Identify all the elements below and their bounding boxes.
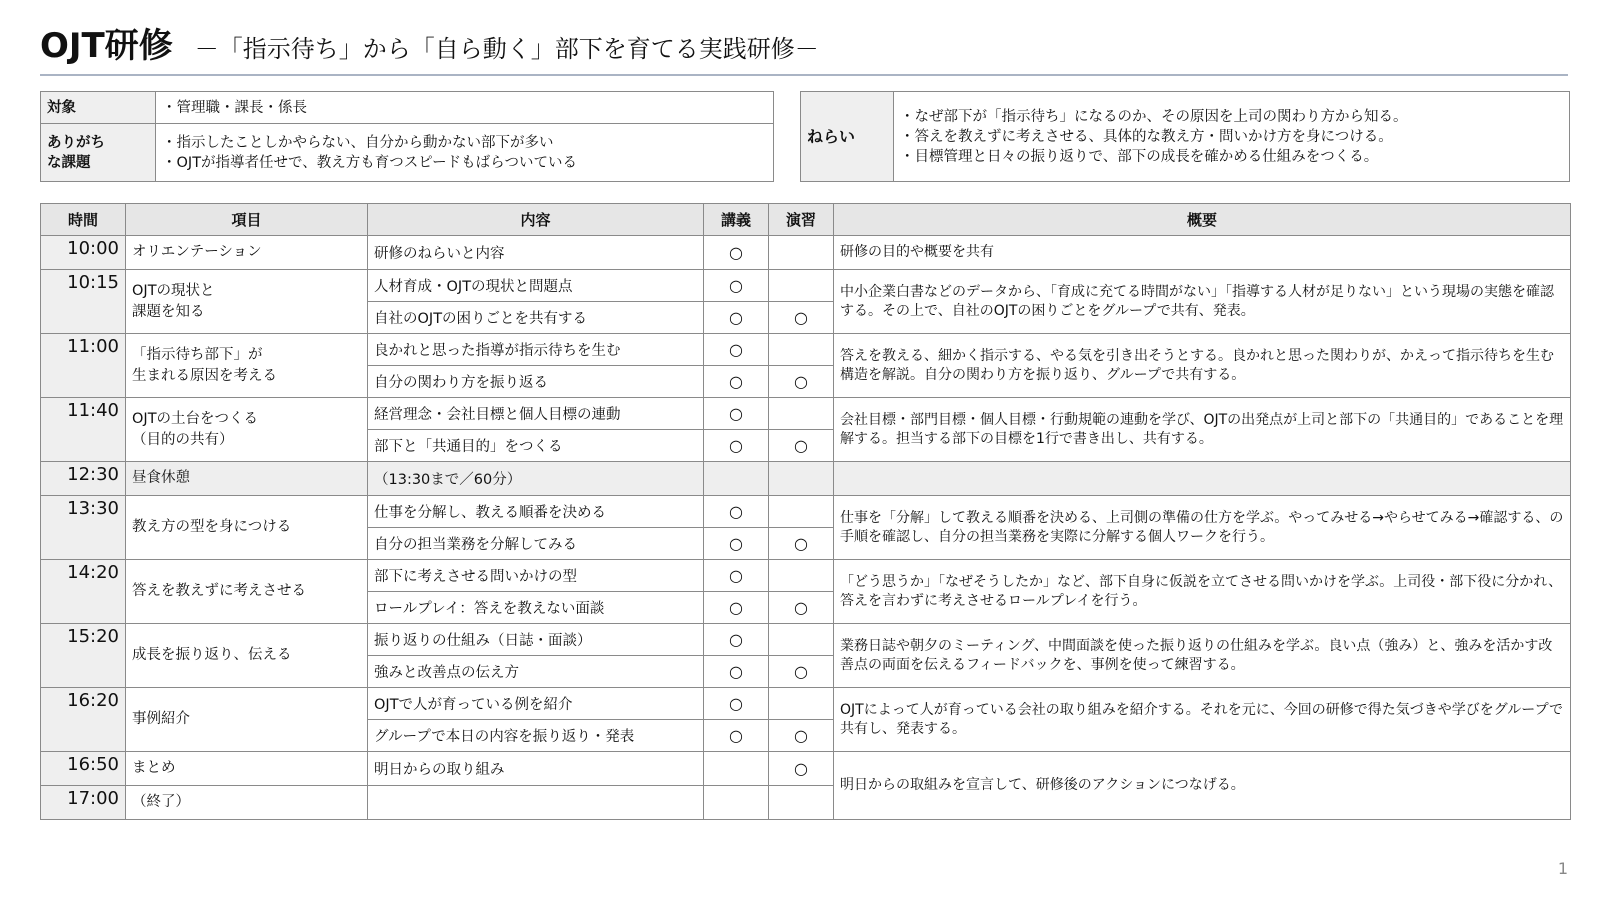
header-item: 項目 xyxy=(126,204,368,236)
session-content: 振り返りの仕組み（日誌・面談） xyxy=(368,624,704,656)
page-subtitle: －「指示待ち」から「自ら動く」部下を育てる実践研修－ xyxy=(194,35,819,63)
aim-line: ・なぜ部下が「指示待ち」になるのか、その原因を上司の関わり方から知る。 xyxy=(900,108,1408,125)
session-content: グループで本日の内容を振り返り・発表 xyxy=(368,720,704,752)
session-overview: OJTによって人が育っている会社の取り組みを紹介する。それを元に、今回の研修で得た気づきや学びをグループで共有し、発表する。 xyxy=(834,688,1571,752)
header-lecture: 講義 xyxy=(704,204,769,236)
table-row xyxy=(41,496,1571,528)
session-time: 10:15 xyxy=(41,270,126,334)
exercise-mark: ○ xyxy=(769,430,834,462)
aim-table xyxy=(800,91,1570,182)
lecture-mark: ○ xyxy=(704,528,769,560)
target-issue-table xyxy=(40,91,774,182)
header-overview: 概要 xyxy=(834,204,1571,236)
session-item xyxy=(126,462,368,496)
exercise-mark: ○ xyxy=(769,528,834,560)
header-content: 内容 xyxy=(368,204,704,236)
session-time: 12:30 xyxy=(41,462,126,496)
aim-line: ・答えを教えずに考えさせる、具体的な教え方・問いかけ方を身につける。 xyxy=(900,128,1393,145)
table-row xyxy=(41,752,1571,786)
session-time: 17:00 xyxy=(41,786,126,820)
session-overview: 中小企業白書などのデータから、「育成に充てる時間がない」「指導する人材が足りない」という現場の実態を確認する。その上で、自社のOJTの困りごとをグループで共有、発表。 xyxy=(834,270,1571,334)
exercise-mark: ○ xyxy=(769,656,834,688)
session-item xyxy=(126,688,368,752)
session-time: 13:30 xyxy=(41,496,126,560)
session-content: 経営理念・会社目標と個人目標の連動 xyxy=(368,398,704,430)
schedule-body xyxy=(41,236,1571,820)
issue-label-line: な課題 xyxy=(47,154,91,171)
session-item-line: 昼食休憩 xyxy=(132,470,190,486)
session-content: 仕事を分解し、教える順番を決める xyxy=(368,496,704,528)
lecture-mark: ○ xyxy=(704,720,769,752)
session-overview xyxy=(834,462,1571,496)
schedule-table xyxy=(40,203,1571,820)
exercise-mark xyxy=(769,496,834,528)
schedule-header-row xyxy=(41,204,1571,236)
session-item xyxy=(126,560,368,624)
lecture-mark: ○ xyxy=(704,270,769,302)
aim-line: ・目標管理と日々の振り返りで、部下の成長を確かめる仕組みをつくる。 xyxy=(900,148,1379,165)
exercise-mark xyxy=(769,270,834,302)
session-item-line: （目的の共有） xyxy=(132,431,234,448)
table-row xyxy=(41,688,1571,720)
session-item-line: 成長を振り返り、伝える xyxy=(132,647,292,663)
lecture-mark: ○ xyxy=(704,366,769,398)
session-content: 明日からの取り組み xyxy=(368,752,704,786)
session-item xyxy=(126,398,368,462)
session-time: 10:00 xyxy=(41,236,126,270)
lecture-mark: ○ xyxy=(704,656,769,688)
exercise-mark xyxy=(769,786,834,820)
issue-value xyxy=(156,124,774,182)
session-time: 16:20 xyxy=(41,688,126,752)
session-time: 15:20 xyxy=(41,624,126,688)
session-content: OJTで人が育っている例を紹介 xyxy=(368,688,704,720)
session-content: ロールプレイ：答えを教えない面談 xyxy=(368,592,704,624)
session-overview: 明日からの取組みを宣言して、研修後のアクションにつなげる。 xyxy=(834,752,1571,820)
session-item xyxy=(126,624,368,688)
session-item-line: OJTの現状と xyxy=(132,282,215,299)
session-content: 研修のねらいと内容 xyxy=(368,236,704,270)
aim-label: ねらい xyxy=(801,92,894,182)
session-item-line: （終了） xyxy=(132,794,190,810)
session-item-line: 生まれる原因を考える xyxy=(132,367,277,384)
lecture-mark: ○ xyxy=(704,560,769,592)
page-title: OJT研修 xyxy=(40,26,173,66)
session-content: 部下と「共通目的」をつくる xyxy=(368,430,704,462)
session-item-line: オリエンテーション xyxy=(132,244,262,260)
exercise-mark xyxy=(769,236,834,270)
session-item xyxy=(126,236,368,270)
exercise-mark xyxy=(769,334,834,366)
exercise-mark: ○ xyxy=(769,366,834,398)
aim-value xyxy=(894,92,1570,182)
table-row xyxy=(41,398,1571,430)
session-content: 自分の担当業務を分解してみる xyxy=(368,528,704,560)
header-time: 時間 xyxy=(41,204,126,236)
lecture-mark: ○ xyxy=(704,592,769,624)
session-overview: 業務日誌や朝夕のミーティング、中間面談を使った振り返りの仕組みを学ぶ。良い点（強み）と、強みを活かす改善点の両面を伝えるフィードバックを、事例を使って練習する。 xyxy=(834,624,1571,688)
issue-label-line: ありがち xyxy=(47,134,105,151)
session-item xyxy=(126,334,368,398)
table-row xyxy=(41,462,1571,496)
lecture-mark xyxy=(704,752,769,786)
session-item-line: まとめ xyxy=(132,760,176,776)
session-item xyxy=(126,270,368,334)
table-row xyxy=(41,270,1571,302)
issue-label xyxy=(41,124,156,182)
exercise-mark: ○ xyxy=(769,720,834,752)
session-content: 良かれと思った指導が指示待ちを生む xyxy=(368,334,704,366)
lecture-mark: ○ xyxy=(704,624,769,656)
session-content: 人材育成・OJTの現状と問題点 xyxy=(368,270,704,302)
issue-line: ・指示したことしかやらない、自分から動かない部下が多い xyxy=(162,134,554,151)
exercise-mark xyxy=(769,560,834,592)
lecture-mark: ○ xyxy=(704,236,769,270)
lecture-mark xyxy=(704,462,769,496)
issue-line: ・OJTが指導者任せで、教え方も育つスピードもばらついている xyxy=(162,154,578,171)
session-item xyxy=(126,496,368,560)
session-overview: 答えを教える、細かく指示する、やる気を引き出そうとする。良かれと思った関わりが、かえって指示待ちを生む構造を解説。自分の関わり方を振り返り、グループで共有する。 xyxy=(834,334,1571,398)
session-item-line: 課題を知る xyxy=(132,303,205,320)
header-exercise: 演習 xyxy=(769,204,834,236)
session-overview: 「どう思うか」「なぜそうしたか」など、部下自身に仮説を立てさせる問いかけを学ぶ。上司役・部下役に分かれ、答えを言わずに考えさせるロールプレイを行う。 xyxy=(834,560,1571,624)
lecture-mark xyxy=(704,786,769,820)
exercise-mark xyxy=(769,624,834,656)
session-overview: 研修の目的や概要を共有 xyxy=(834,236,1571,270)
session-time: 11:40 xyxy=(41,398,126,462)
lecture-mark: ○ xyxy=(704,688,769,720)
session-overview: 仕事を「分解」して教える順番を決める、上司側の準備の仕方を学ぶ。やってみせる→やらせてみる→確認する、の手順を確認し、自分の担当業務を実際に分解する個人ワークを行う。 xyxy=(834,496,1571,560)
session-content xyxy=(368,786,704,820)
session-item xyxy=(126,786,368,820)
session-content: 自社のOJTの困りごとを共有する xyxy=(368,302,704,334)
lecture-mark: ○ xyxy=(704,302,769,334)
lecture-mark: ○ xyxy=(704,430,769,462)
target-label: 対象 xyxy=(41,92,156,124)
table-row xyxy=(41,334,1571,366)
page-number: 1 xyxy=(1557,859,1568,878)
session-content: 部下に考えさせる問いかけの型 xyxy=(368,560,704,592)
title-divider xyxy=(40,74,1568,76)
page-header xyxy=(40,18,1560,70)
session-content: 自分の関わり方を振り返る xyxy=(368,366,704,398)
exercise-mark: ○ xyxy=(769,592,834,624)
session-time: 11:00 xyxy=(41,334,126,398)
exercise-mark: ○ xyxy=(769,302,834,334)
table-row xyxy=(41,560,1571,592)
exercise-mark xyxy=(769,462,834,496)
lecture-mark: ○ xyxy=(704,496,769,528)
session-time: 14:20 xyxy=(41,560,126,624)
session-content: 強みと改善点の伝え方 xyxy=(368,656,704,688)
session-time: 16:50 xyxy=(41,752,126,786)
lecture-mark: ○ xyxy=(704,398,769,430)
exercise-mark xyxy=(769,688,834,720)
session-overview: 会社目標・部門目標・個人目標・行動規範の連動を学び、OJTの出発点が上司と部下の「共通目的」であることを理解する。担当する部下の目標を1行で書き出し、共有する。 xyxy=(834,398,1571,462)
session-item-line: 「指示待ち部下」が xyxy=(132,346,263,363)
session-item-line: OJTの土台をつくる xyxy=(132,410,259,427)
session-item-line: 教え方の型を身につける xyxy=(132,519,292,535)
exercise-mark: ○ xyxy=(769,752,834,786)
session-item xyxy=(126,752,368,786)
session-content: （13:30まで／60分） xyxy=(368,462,704,496)
lecture-mark: ○ xyxy=(704,334,769,366)
target-value: ・管理職・課長・係長 xyxy=(156,92,774,124)
session-item-line: 答えを教えずに考えさせる xyxy=(132,583,306,599)
exercise-mark xyxy=(769,398,834,430)
table-row xyxy=(41,236,1571,270)
session-item-line: 事例紹介 xyxy=(132,711,190,727)
table-row xyxy=(41,624,1571,656)
